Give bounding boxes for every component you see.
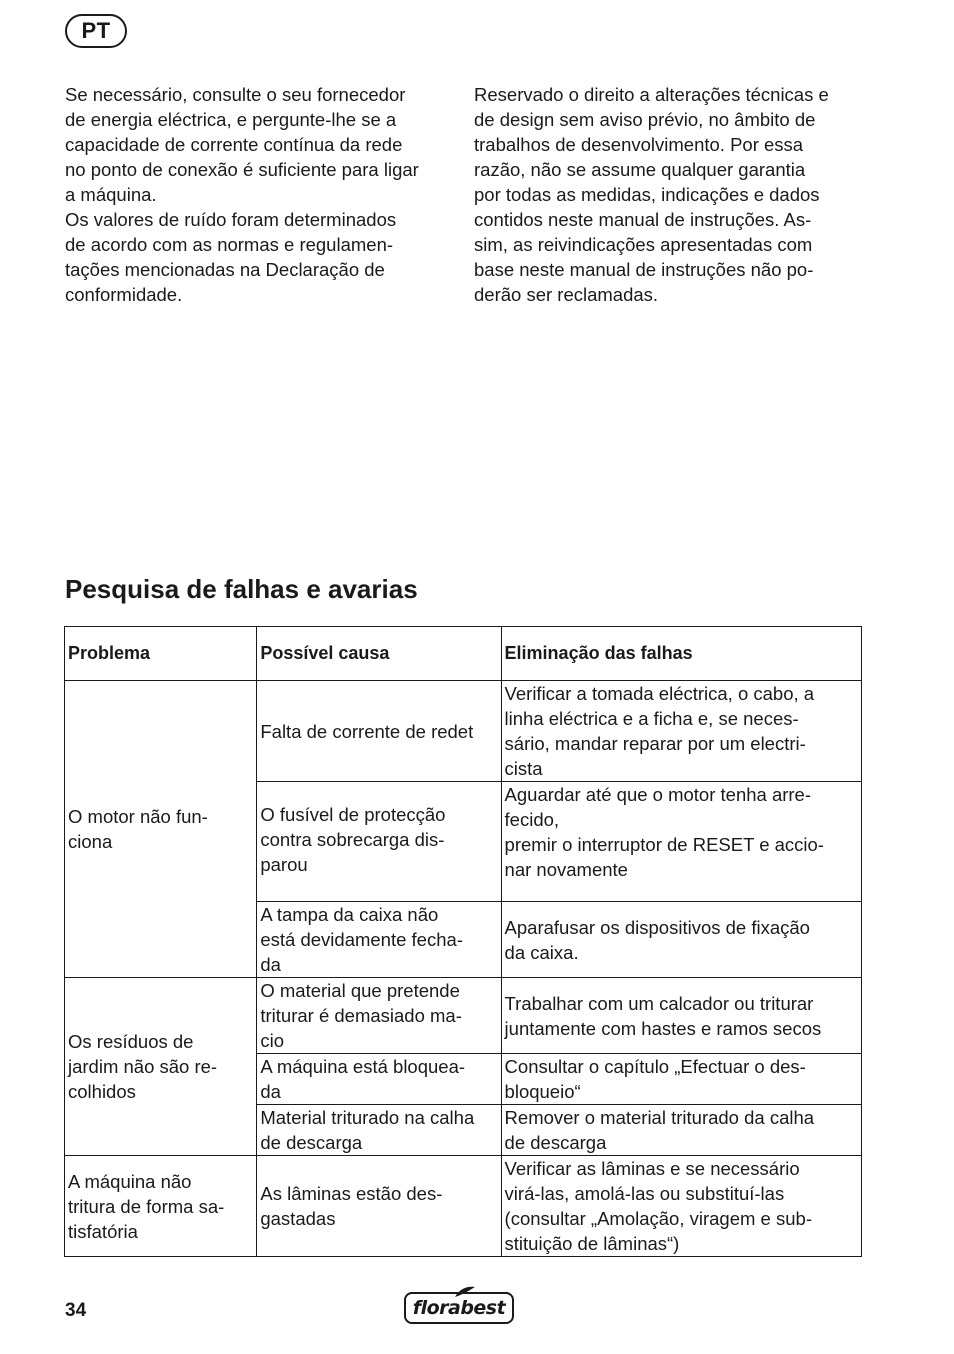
cause-cell: A máquina está bloquea- da bbox=[257, 1054, 501, 1105]
remedy-cell: Remover o material triturado da calha de descarga bbox=[501, 1105, 861, 1156]
problem-cell: O motor não fun- ciona bbox=[65, 681, 257, 978]
problem-cell: Os resíduos de jardim não são re- colhidos bbox=[65, 978, 257, 1156]
remedy-cell: Consultar o capítulo „Efectuar o des- bloqueio“ bbox=[501, 1054, 861, 1105]
cause-cell: As lâminas estão des- gastadas bbox=[257, 1156, 501, 1257]
intro-paragraph: Reservado o direito a alterações técnicas e de design sem aviso prévio, no âmbito de trabalhos de desenvolvimento. Por essa razão, não se assume qualquer garantia por todas as medidas, indicações e dados contidos neste manual de instruções. As- sim, as reivindicações apresentadas com base neste manual de instruções não po- derão ser reclamadas. bbox=[474, 84, 829, 305]
intro-right-column bbox=[474, 82, 874, 307]
florabest-logo bbox=[404, 1286, 516, 1330]
page-number: 34 bbox=[65, 1300, 87, 1321]
intro-paragraph: Se necessário, consulte o seu fornecedor de energia eléctrica, e pergunte-lhe se a capacidade de corrente contínua da rede no ponto de conexão é suficiente para ligar a máquina. bbox=[65, 84, 419, 205]
logo-frame bbox=[404, 1292, 514, 1324]
cause-cell: Material triturado na calha de descarga bbox=[257, 1105, 501, 1156]
problem-cell: A máquina não tritura de forma sa- tisfatória bbox=[65, 1156, 257, 1257]
remedy-cell: Aparafusar os dispositivos de fixação da caixa. bbox=[501, 902, 861, 978]
column-header-problem: Problema bbox=[65, 627, 257, 681]
intro-paragraph: Os valores de ruído foram determinados de acordo com as normas e regulamen- tações mencionadas na Declaração de conformidade. bbox=[65, 209, 397, 305]
cause-cell: Falta de corrente de redet bbox=[257, 681, 501, 782]
section-title: Pesquisa de falhas e avarias bbox=[65, 574, 418, 604]
table-header-row bbox=[65, 627, 862, 681]
cause-cell: O material que pretende triturar é demasiado ma- cio bbox=[257, 978, 501, 1054]
column-header-remedy: Eliminação das falhas bbox=[501, 627, 861, 681]
language-badge: PT bbox=[65, 14, 127, 48]
remedy-cell: Verificar as lâminas e se necessário virá-las, amolá-las ou substituí-las (consultar „Amolação, viragem e sub- stituição de lâminas“) bbox=[501, 1156, 861, 1257]
cause-cell: O fusível de protecção contra sobrecarga dis- parou bbox=[257, 782, 501, 902]
table-row bbox=[65, 1156, 862, 1257]
cause-cell: A tampa da caixa não está devidamente fecha- da bbox=[257, 902, 501, 978]
logo-text: florabest bbox=[412, 1297, 506, 1319]
intro-left-column bbox=[65, 82, 465, 307]
remedy-cell: Trabalhar com um calcador ou triturar juntamente com hastes e ramos secos bbox=[501, 978, 861, 1054]
table-row bbox=[65, 978, 862, 1054]
table-row bbox=[65, 681, 862, 782]
column-header-cause: Possível causa bbox=[257, 627, 501, 681]
remedy-cell: Aguardar até que o motor tenha arre- fecido, premir o interruptor de RESET e accio- nar novamente bbox=[501, 782, 861, 902]
troubleshooting-table bbox=[64, 626, 862, 1257]
remedy-cell: Verificar a tomada eléctrica, o cabo, a linha eléctrica e a ficha e, se neces- sário, mandar reparar por um electri- cista bbox=[501, 681, 861, 782]
